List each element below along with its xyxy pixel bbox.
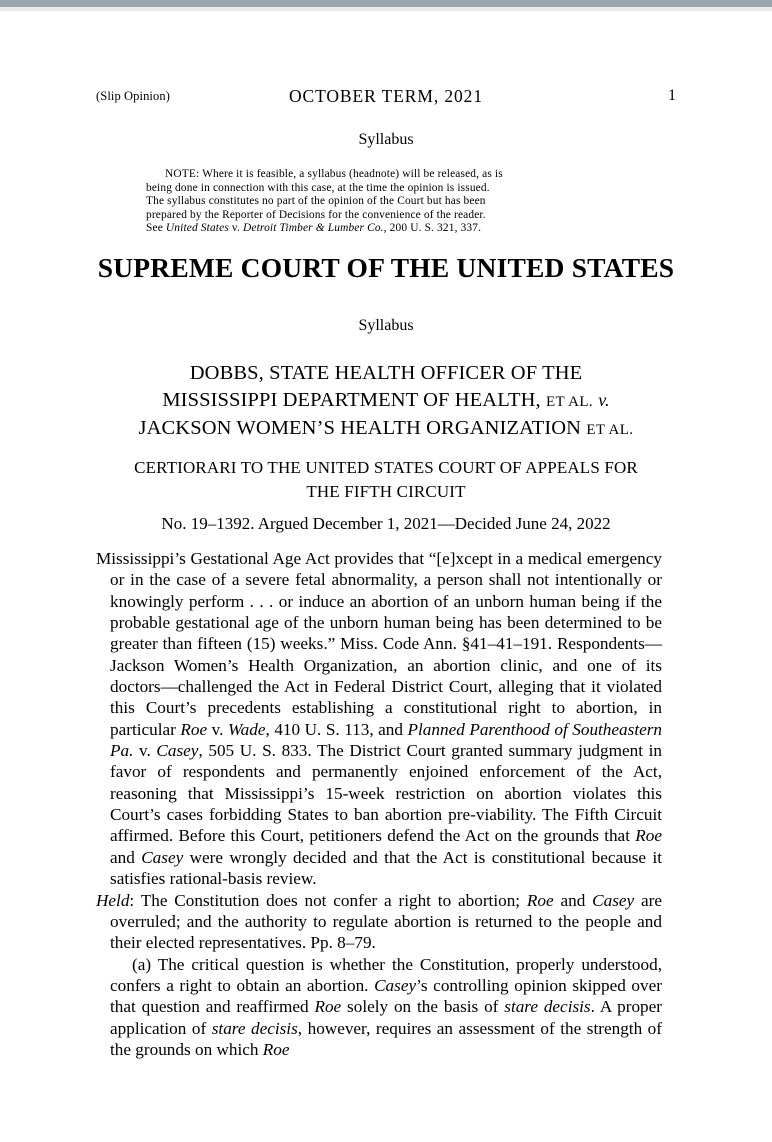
document-page [0, 11, 772, 1142]
case-caption-respondent: JACKSON WOMEN’S HEALTH ORGANIZATION [138, 417, 582, 439]
p3-case-roe-2: Roe [262, 1039, 290, 1059]
note-citation-v: v. [228, 222, 244, 235]
p1-seg-1: Mississippi’s Gestational Age Act provides that “[e]xcept in a medical emergency or in the case of a severe fetal abnormality, a person shall not intentionally or knowingly perform . . . or induce an abortion of an unborn human being if the probable gestational age of the unborn human being has been determined to be greater than fifteen (15) weeks.” Miss. Code Ann. §41–41–191. Respondents—Jackson Women’s Health Organization, an abortion clinic, and one of its doctors—challenged the Act in Federal District Court, alleging that it violated this Court’s precedents establishing a constitutional right to abortion, in particular [96, 549, 662, 739]
note-line-1: NOTE: Where it is feasible, a syllabus (headnote) will be released, as is [165, 168, 503, 180]
page-number: 1 [668, 87, 676, 104]
p1-case-casey-1: Casey [156, 741, 199, 761]
p1-seg-7: were wrongly decided and that the Act is constitutional because it satisfies rational-basis review. [110, 847, 662, 889]
p3-term-stare-decisis-1: stare decisis [504, 997, 591, 1017]
term-heading: OCTOBER TERM, 2021 [289, 86, 483, 106]
p2-seg-2: and [553, 890, 593, 910]
certiorari-line [90, 456, 682, 504]
p3-seg-4: . A proper application of [110, 997, 662, 1038]
certiorari-line-1: CERTIORARI TO THE UNITED STATES COURT OF APPEALS FOR [134, 458, 638, 477]
p1-seg-3: , 410 U. S. 113, and [265, 719, 408, 739]
certiorari-line-2: THE FIFTH CIRCUIT [306, 482, 466, 501]
syllabus-body [96, 548, 662, 1060]
held-label: Held [96, 890, 130, 910]
body-paragraph-held [96, 890, 662, 954]
note-citation-case-petitioner: United States [165, 222, 229, 235]
p3-case-roe-1: Roe [314, 997, 342, 1017]
syllabus-section-label: Syllabus [358, 317, 414, 334]
p2-case-roe: Roe [526, 890, 554, 910]
p1-case-roe-2: Roe [635, 826, 662, 846]
note-citation-case-respondent: Detroit Timber & Lumber Co., [243, 222, 387, 235]
case-caption-etal-respondent: ET AL. [586, 422, 634, 438]
syllabus-running-label: Syllabus [358, 131, 414, 148]
case-caption-line-1: DOBBS, STATE HEALTH OFFICER OF THE [189, 362, 583, 384]
running-head [96, 86, 676, 108]
case-caption-etal-petitioner: ET AL. [545, 393, 594, 410]
p1-seg-2: v. [207, 719, 228, 739]
p2-case-casey: Casey [592, 890, 635, 910]
p2-seg-1: : The Constitution does not confer a right to abortion; [129, 890, 527, 910]
slip-opinion-label: (Slip Opinion) [96, 89, 170, 103]
p3-term-stare-decisis-2: stare decisis [211, 1018, 298, 1038]
p1-case-wade: Wade [227, 719, 266, 739]
p3-case-casey-1: Casey [374, 975, 417, 995]
body-paragraph-a [96, 954, 662, 1061]
p3-seg-2: ’s controlling opinion skipped over that question and reaffirmed [110, 975, 662, 1017]
note-citation-prefix: See [146, 222, 166, 235]
case-caption-line-2 [80, 387, 692, 416]
window-top-band [0, 0, 772, 7]
court-title: SUPREME COURT OF THE UNITED STATES [97, 252, 675, 283]
p3-seg-1: (a) The critical question is whether the Constitution, properly understood, confers a right to obtain an abortion. [110, 954, 662, 995]
note-line-3: The syllabus constitutes no part of the opinion of the Court but has been [146, 195, 486, 208]
note-citation-suffix: 200 U. S. 321, 337. [386, 222, 482, 235]
case-caption-petitioner: MISSISSIPPI DEPARTMENT OF HEALTH, [162, 388, 541, 411]
p1-seg-4: v. [133, 741, 157, 761]
note-block [146, 168, 625, 236]
p1-case-roe-1: Roe [180, 719, 208, 739]
p1-case-casey-2: Casey [141, 847, 184, 867]
note-line-5 [146, 222, 625, 236]
body-paragraph-1 [96, 548, 662, 890]
p1-case-planned-parenthood: Planned Parenthood of Southeastern Pa. [110, 719, 662, 761]
p1-seg-6: and [110, 847, 142, 867]
p3-seg-3: solely on the basis of [341, 997, 505, 1017]
case-caption-versus: v. [598, 389, 610, 410]
case-caption [80, 360, 692, 444]
case-caption-line-3 [80, 415, 692, 444]
note-line-4: prepared by the Reporter of Decisions for the convenience of the reader. [146, 208, 486, 221]
p3-seg-5: , however, requires an assessment of the strength of the grounds on which [110, 1018, 663, 1059]
docket-line: No. 19–1392. Argued December 1, 2021—Decided June 24, 2022 [161, 514, 611, 533]
p1-seg-5: , 505 U. S. 833. The District Court granted summary judgment in favor of respondents and permanently enjoined enforcement of the Act, reasoning that Mississippi’s 15-week restriction on abortion violates this Court’s cases forbidding States to ban abortion pre-viability. The Fifth Circuit affirmed. Before this Court, petitioners defend the Act on the grounds that [110, 741, 662, 846]
p2-seg-3: are overruled; and the authority to regulate abortion is returned to the people and their elected representatives. Pp. 8–79. [110, 890, 662, 953]
note-line-2: being done in connection with this case, at the time the opinion is issued. [146, 181, 490, 194]
